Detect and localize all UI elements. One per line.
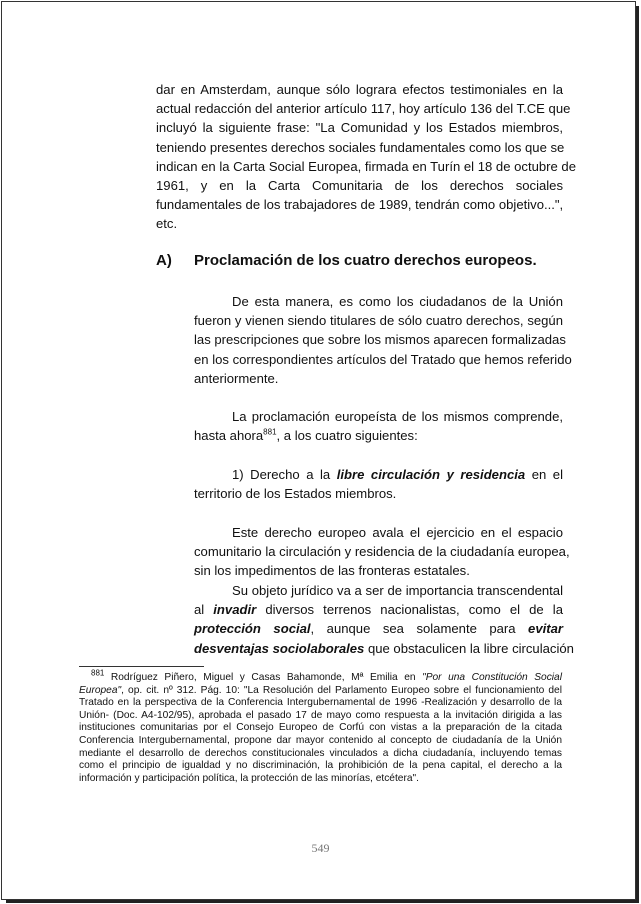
text-line: teniendo presentes derechos sociales fundamentales como los que se	[156, 139, 565, 155]
intro-paragraph	[156, 80, 576, 234]
footnote-line: Unión- (Doc. A4-102/95), aprobada el pasado 17 de mayo como respuesta a la invitación dirigida a las	[79, 709, 562, 721]
emphasis-text: desventajas sociolaborales	[194, 640, 365, 656]
italic-title: "Por una Constitución Social	[422, 672, 562, 683]
text-segment: 1) Derecho a la	[232, 467, 337, 482]
text-line: fundamentales de los trabajadores de 1989, tendrán como objetivo...",	[156, 197, 564, 213]
text-line: Su objeto jurídico va a ser de importancia transcendental	[232, 583, 563, 598]
text-line: 1961, y en la Carta Comunitaria de los derechos sociales	[156, 178, 563, 194]
text-line: incluyó la siguiente frase: "La Comunidad y los Estados miembros,	[156, 120, 563, 136]
footnote-line	[79, 668, 562, 685]
emphasis-text: protección social	[194, 621, 311, 637]
footnote-line: información y participación política, la protección de las minorías, etcétera".	[79, 772, 419, 784]
text-segment: que obstaculicen la libre circulación	[364, 640, 574, 656]
text-line: en los correspondientes artículos del Tratado que hemos referido	[194, 351, 572, 367]
text-line: Este derecho europeo avala el ejercicio en el espacio	[232, 525, 563, 540]
footnote	[79, 668, 562, 785]
section-title: Proclamación de los cuatro derechos europeos.	[194, 252, 537, 269]
text-segment: en el	[525, 467, 563, 482]
footnote-line: mediante el desarrollo de derechos constitucionales vinculados a dicha ciudadanía, incluyendo temas	[79, 747, 562, 759]
text-line: comunitario la circulación y residencia de la ciudadanía europea,	[194, 544, 570, 560]
text-line: indican en la Carta Social Europea, firmada en Turín el 18 de octubre de	[156, 158, 576, 174]
text-segment: al	[194, 602, 214, 618]
text-segment: Rodríguez Piñero, Miguel y Casas Bahamonde, Mª Emilia en	[104, 672, 423, 683]
emphasis-text: evitar	[528, 621, 563, 637]
text-line: territorio de los Estados miembros.	[194, 486, 397, 502]
text-segment: , a los cuatro siguientes:	[276, 428, 418, 444]
footnote-line: Conferencia Intergubernamental, propone dar mayor contenido al concepto de ciudadanía de la Unión	[79, 734, 562, 746]
text-line: sin los impedimentos de las fronteras estatales.	[194, 563, 470, 579]
footnote-line: como el principio de igualdad y no discriminación, la prohibición de la pena capital, el derecho a la	[79, 760, 562, 772]
paragraph-1	[194, 292, 572, 388]
text-line	[194, 426, 563, 445]
text-line	[194, 619, 563, 638]
footnote-reference[interactable]: 881	[263, 427, 277, 437]
paragraph-2	[194, 407, 563, 445]
text-line: La proclamación europeísta de los mismos comprende,	[232, 409, 563, 424]
text-line: dar en Amsterdam, aunque sólo lograra efectos testimoniales en la	[156, 82, 563, 97]
page-number: 549	[311, 841, 330, 855]
footnote-separator	[79, 666, 204, 667]
text-line: actual redacción del anterior artículo 117, hoy artículo 136 del T.CE que	[156, 101, 571, 117]
emphasis-text: libre circulación y residencia	[336, 467, 526, 482]
text-line	[194, 639, 574, 658]
text-line: anteriormente.	[194, 370, 279, 386]
section-letter: A)	[156, 252, 172, 269]
text-line: De esta manera, es como los ciudadanos de la Unión	[232, 294, 563, 309]
footnote-number: 881	[91, 668, 105, 678]
paragraph-5	[194, 581, 574, 658]
text-segment: , aunque sea solamente para	[310, 621, 529, 637]
footnote-line: instituciones comunitarias por el Consejo Europeo de Corfú con vistas a la preparación de la citada	[79, 722, 562, 734]
footnote-line: Tratado en la perspectiva de la Conferencia Intergubernamental de 1996 -Realización y desarrollo de la	[79, 697, 562, 709]
paragraph-3	[194, 465, 563, 503]
text-segment: diversos terrenos nacionalistas, como el de la	[256, 602, 563, 618]
italic-title: Europea"	[79, 684, 122, 696]
footnote-line	[79, 685, 562, 698]
text-line	[194, 600, 563, 619]
paragraph-4	[194, 523, 570, 581]
text-segment: hasta ahora	[194, 428, 264, 444]
text-line: etc.	[156, 216, 178, 232]
text-line	[194, 465, 563, 484]
text-segment: , op. cit. nº 312. Pág. 10: "La Resolución del Parlamento Europeo sobre el funcionamiento del	[121, 684, 562, 696]
emphasis-text: invadir	[213, 602, 257, 618]
text-line: fueron y vienen siendo titulares de sólo cuatro derechos, según	[194, 313, 563, 329]
text-line: las prescripciones que sobre los mismos aparecen formalizadas	[194, 332, 566, 348]
